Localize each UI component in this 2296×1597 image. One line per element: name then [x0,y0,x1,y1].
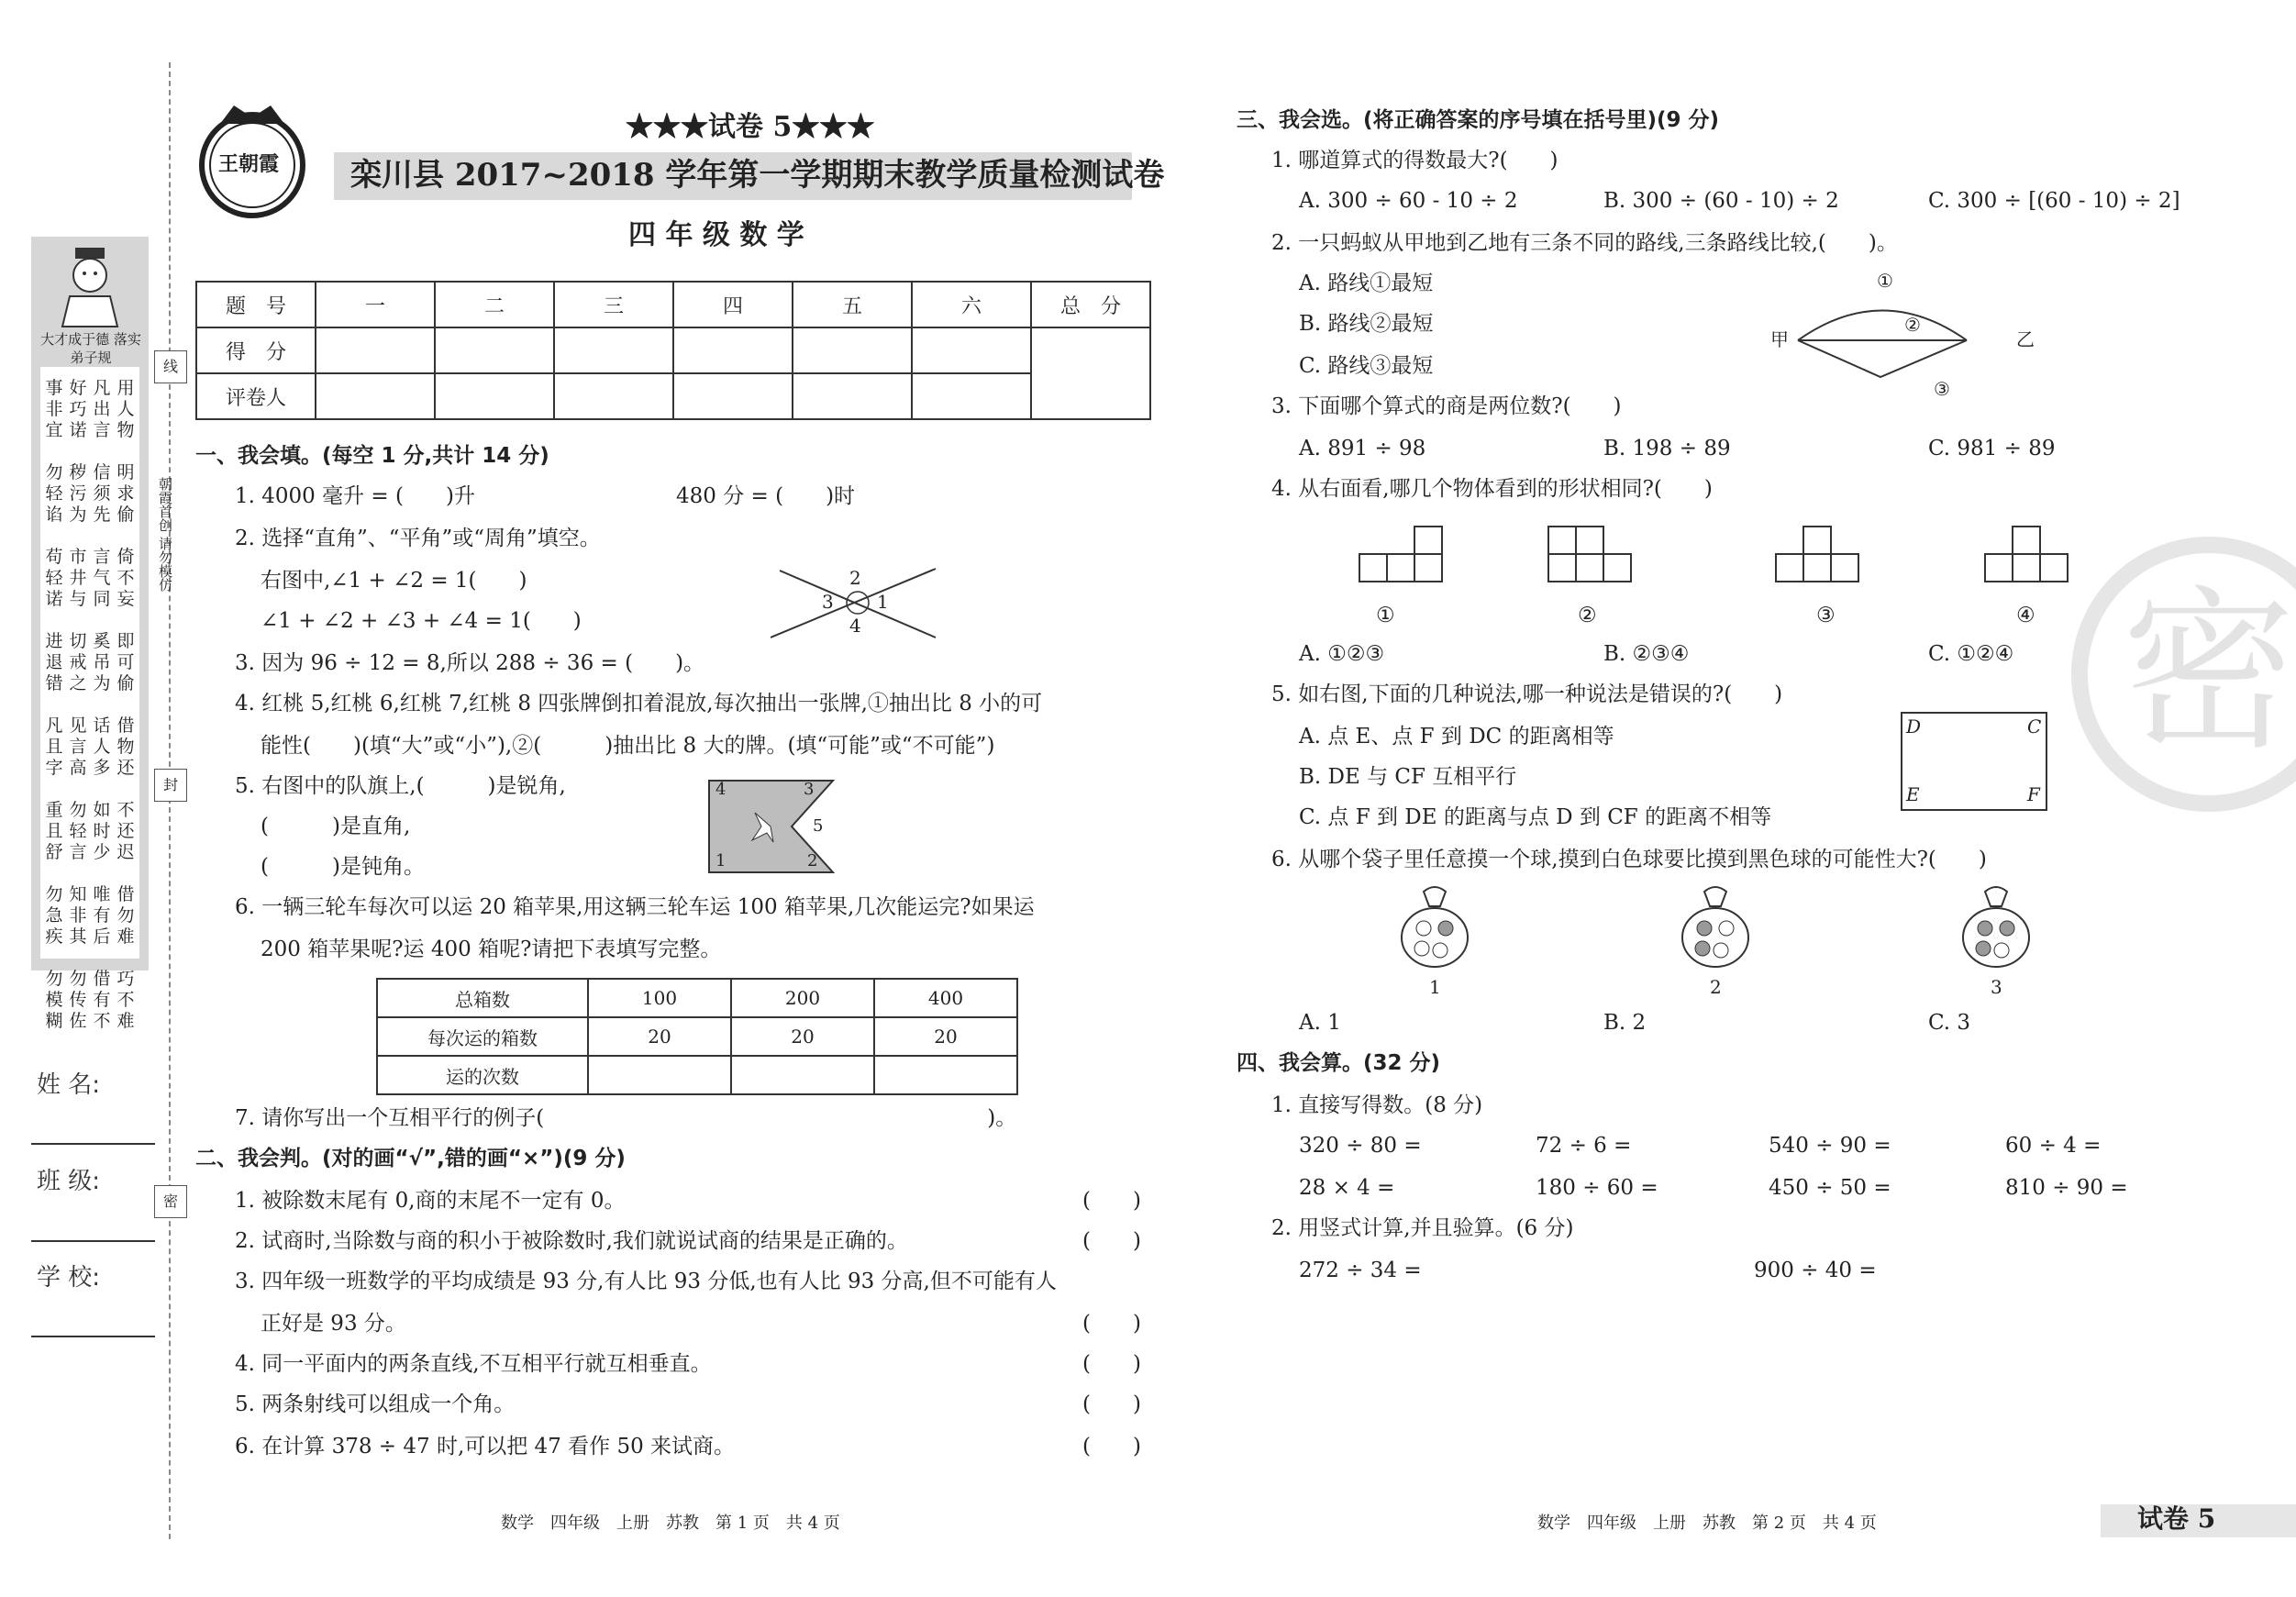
total-cell[interactable] [1031,327,1150,419]
q6-cell: 总箱数 [377,979,588,1017]
name-label: 姓 名: [37,1071,101,1099]
s3-q6-opt: C. 3 [1928,1011,1971,1035]
seal-watermark: 密 [2071,537,2296,812]
rectangle-figure [1901,712,2047,811]
s1-q4b: 能性( )(填“大”或“小”),②( )抽出比 8 大的牌。(填“可能”或“不可能”) [261,734,995,758]
s3-q6-opt: B. 2 [1603,1011,1647,1035]
cubes-figure-1 [1354,514,1455,596]
bag-label: 3 [1991,976,2002,998]
calc-item: 72 ÷ 6 = [1536,1134,1632,1158]
bag-label: 2 [1710,976,1722,998]
score-cell[interactable] [793,373,912,419]
score-cell[interactable] [554,373,673,419]
bag-figure-1 [1398,882,1471,970]
answer-paren[interactable]: ( ) [1082,1312,1141,1336]
calc-item: 450 ÷ 50 = [1769,1176,1891,1200]
flag-label: 5 [813,816,824,836]
stamp-note: 朝霞首创 请勿模仿 [157,477,173,592]
s3-q4: 4. 从右面看,哪几个物体看到的形状相同?( ) [1271,477,1713,501]
q6-cell: 20 [731,1017,874,1056]
angle-label: 1 [877,591,889,613]
calc-item: 180 ÷ 60 = [1536,1176,1658,1200]
rect-label: E [1906,783,1920,805]
score-cell[interactable] [673,373,793,419]
cube-label: ② [1578,604,1597,627]
route-figure [1791,290,1974,391]
angle-label: 4 [849,615,861,637]
flag-label: 3 [804,780,815,799]
motto-col: 凡出言 信须先 言气同 奚吊为 话人多 如时少 唯有后 借有不 [93,378,111,1031]
q6-answer-cell[interactable] [588,1056,731,1094]
route-label: ① [1877,270,1893,292]
q6-cell: 200 [731,979,874,1017]
s3-q1-opt: A. 300 ÷ 60 - 10 ÷ 2 [1299,189,1518,213]
score-header: 总 分 [1031,282,1150,327]
score-cell[interactable] [912,327,1031,373]
judge-item: 1. 被除数末尾有 0,商的末尾不一定有 0。 [235,1189,626,1213]
class-field[interactable] [31,1240,155,1242]
answer-paren[interactable]: ( ) [1082,1189,1141,1213]
score-cell[interactable] [912,373,1031,419]
cube-label: ① [1376,604,1395,627]
score-table [195,281,1151,420]
calc-item: 320 ÷ 80 = [1299,1134,1422,1158]
s3-q6-opt: A. 1 [1299,1011,1341,1035]
score-cell[interactable] [435,373,554,419]
footer-left: 数学 四年级 上册 苏教 第 1 页 共 4 页 [501,1514,840,1533]
score-header: 二 [435,282,554,327]
flag-label: 1 [715,851,727,871]
s3-q1: 1. 哪道算式的得数最大?( ) [1271,149,1558,172]
answer-paren[interactable]: ( ) [1082,1435,1141,1458]
bag-figure-3 [1959,882,2033,970]
calc-item: 272 ÷ 34 = [1299,1259,1422,1282]
angle-label: 3 [822,591,834,613]
s1-q7: 7. 请你写出一个互相平行的例子( )。 [235,1106,1017,1130]
s3-q2: 2. 一只蚂蚁从甲地到乙地有三条不同的路线,三条路线比较,( )。 [1271,231,1898,255]
s1-q2b: ∠1 + ∠2 + ∠3 + ∠4 = 1( ) [261,609,582,633]
motto-box [40,367,139,1031]
calc-item: 28 × 4 = [1299,1176,1395,1200]
rect-label: D [1906,715,1922,738]
bag-figure-2 [1679,882,1752,970]
score-header: 一 [316,282,435,327]
motto-head: 大才成于德 落实弟子规 [40,331,141,366]
score-header: 六 [912,282,1031,327]
score-cell[interactable] [673,327,793,373]
route-label: 甲 [1770,328,1789,350]
route-label: ② [1904,314,1921,336]
judge-item: 5. 两条射线可以组成一个角。 [235,1392,516,1416]
stamp-mi: 密 [154,1185,187,1218]
q6-answer-cell[interactable] [874,1056,1017,1094]
s3-q2-opt: C. 路线③最短 [1299,354,1434,378]
name-field[interactable] [31,1143,155,1145]
s1-q3: 3. 因为 96 ÷ 12 = 8,所以 288 ÷ 36 = ( )。 [235,651,705,675]
class-label: 班 级: [37,1168,101,1195]
score-cell[interactable] [554,327,673,373]
score-row-label: 评卷人 [196,373,316,419]
motto-col: 好巧诺 秽污为 市井与 切戒之 见言高 勿轻言 知非其 勿传佐 [69,378,87,1031]
footer-badge: 试卷 5 [2137,1503,2216,1534]
score-header: 题 号 [196,282,316,327]
s3-q1-opt: B. 300 ÷ (60 - 10) ÷ 2 [1603,189,1839,213]
score-header: 三 [554,282,673,327]
s3-q2-opt: A. 路线①最短 [1299,272,1434,295]
cubes-figure-2 [1543,514,1662,596]
rect-label: F [2027,783,2040,805]
score-cell[interactable] [316,327,435,373]
score-row-label: 得 分 [196,327,316,373]
score-cell[interactable] [793,327,912,373]
s3-q4-opt: B. ②③④ [1603,642,1690,666]
flag-label: 4 [715,780,727,799]
section-2-title: 二、我会判。(对的画“√”,错的画“×”)(9 分) [195,1147,626,1170]
mascot-figure [57,246,123,328]
score-cell[interactable] [316,373,435,419]
angle-label: 2 [849,567,861,589]
s1-q5b: ( )是直角, [261,815,411,838]
s1-q2a: 右图中,∠1 + ∠2 = 1( ) [261,569,527,593]
section-3-title: 三、我会选。(将正确答案的序号填在括号里)(9 分) [1237,108,1720,132]
section-1-title: 一、我会填。(每空 1 分,共计 14 分) [195,444,549,468]
logo-text: 王朝霞 [218,152,280,176]
s3-q5-opt: B. DE 与 CF 互相平行 [1299,765,1517,789]
s1-q6a: 6. 一辆三轮车每次可以运 20 箱苹果,用这辆三轮车运 100 箱苹果,几次能运完?如果运 [235,895,1035,919]
cube-label: ③ [1816,604,1836,627]
flag-label: 2 [807,851,818,871]
footer-right: 数学 四年级 上册 苏教 第 2 页 共 4 页 [1537,1514,1877,1533]
motto-col: 用人物 明求偷 倚不妄 即可偷 借物还 不还迟 借勿难 巧不难 [116,378,135,1031]
judge-item: 6. 在计算 378 ÷ 47 时,可以把 47 看作 50 来试商。 [235,1435,736,1458]
q6-answer-cell[interactable] [731,1056,874,1094]
s3-q3-opt: A. 891 ÷ 98 [1299,437,1426,460]
stamp-feng: 封 [154,769,187,802]
calc-item: 900 ÷ 40 = [1754,1259,1877,1282]
score-header: 四 [673,282,793,327]
answer-paren[interactable]: ( ) [1082,1392,1141,1416]
q6-cell: 20 [874,1017,1017,1056]
s3-q2-opt: B. 路线②最短 [1299,312,1434,336]
q6-cell: 100 [588,979,731,1017]
score-cell[interactable] [435,327,554,373]
s3-q3-opt: B. 198 ÷ 89 [1603,437,1731,460]
school-label: 学 校: [37,1264,101,1292]
score-header: 五 [793,282,912,327]
q6-table [376,978,1018,1095]
judge-item: 3. 四年级一班数学的平均成绩是 93 分,有人比 93 分低,也有人比 93 分高,但不可能有人 [235,1270,1057,1293]
s3-q4-opt: C. ①②④ [1928,642,2014,666]
s1-q5c: ( )是钝角。 [261,855,425,879]
rect-label: C [2027,715,2042,738]
s3-q3-opt: C. 981 ÷ 89 [1928,437,2056,460]
cube-label: ④ [2016,604,2035,627]
section-4-title: 四、我会算。(32 分) [1237,1051,1441,1075]
s3-q5-opt: A. 点 E、点 F 到 DC 的距离相等 [1299,725,1614,749]
s3-q6: 6. 从哪个袋子里任意摸一个球,摸到白色球要比摸到黑色球的可能性大?( ) [1271,848,1987,871]
q6-cell: 每次运的箱数 [377,1017,588,1056]
exam-subtitle: 四 年 级 数 学 [628,219,804,251]
judge-item: 4. 同一平面内的两条直线,不互相平行就互相垂直。 [235,1352,712,1376]
bag-label: 1 [1429,976,1441,998]
paper-number: ★★★试卷 5★★★ [626,111,875,143]
stamp-xian: 线 [154,350,187,383]
s3-q3: 3. 下面哪个算式的商是两位数?( ) [1271,394,1622,418]
s3-q1-opt: C. 300 ÷ [(60 - 10) ÷ 2] [1928,189,2180,213]
s1-q2: 2. 选择“直角”、“平角”或“周角”填空。 [235,527,601,550]
s1-q6b: 200 箱苹果呢?运 400 箱呢?请把下表填写完整。 [261,937,722,961]
route-label: ③ [1934,378,1950,400]
route-label: 乙 [2016,328,2035,350]
s3-q5: 5. 如右图,下面的几种说法,哪一种说法是错误的?( ) [1271,682,1783,706]
s1-q4a: 4. 红桃 5,红桃 6,红桃 7,红桃 8 四张牌倒扣着混放,每次抽出一张牌,①抽出比 8 小的可 [235,692,1043,715]
exam-title: 栾川县 2017~2018 学年第一学期期末教学质量检测试卷 [350,157,1165,194]
judge-item: 2. 试商时,当除数与商的积小于被除数时,我们就说试商的结果是正确的。 [235,1229,908,1253]
calc-item: 540 ÷ 90 = [1769,1134,1891,1158]
answer-paren[interactable]: ( ) [1082,1229,1141,1253]
cubes-figure-3 [1770,514,1880,596]
s4-q1: 1. 直接写得数。(8 分) [1271,1093,1483,1117]
s4-q2: 2. 用竖式计算,并且验算。(6 分) [1271,1216,1574,1240]
calc-item: 810 ÷ 90 = [2005,1176,2128,1200]
s1-q5a: 5. 右图中的队旗上,( )是锐角, [235,774,566,798]
s1-q1b: 480 分 = ( )时 [676,484,856,508]
s3-q4-opt: A. ①②③ [1299,642,1385,666]
cubes-figure-4 [1980,514,2090,596]
school-field[interactable] [31,1336,155,1337]
q6-cell: 400 [874,979,1017,1017]
q6-cell: 运的次数 [377,1056,588,1094]
motto-col: 事非宜 勿轻谄 苟轻诺 进退错 凡且字 重且舒 勿急疾 勿模糊 [45,378,63,1031]
q6-cell: 20 [588,1017,731,1056]
calc-item: 60 ÷ 4 = [2005,1134,2102,1158]
judge-item: 正好是 93 分。 [261,1312,406,1336]
s3-q5-opt: C. 点 F 到 DE 的距离与点 D 到 CF 的距离不相等 [1299,805,1772,829]
s1-q1a: 1. 4000 毫升 = ( )升 [235,484,475,508]
answer-paren[interactable]: ( ) [1082,1352,1141,1376]
